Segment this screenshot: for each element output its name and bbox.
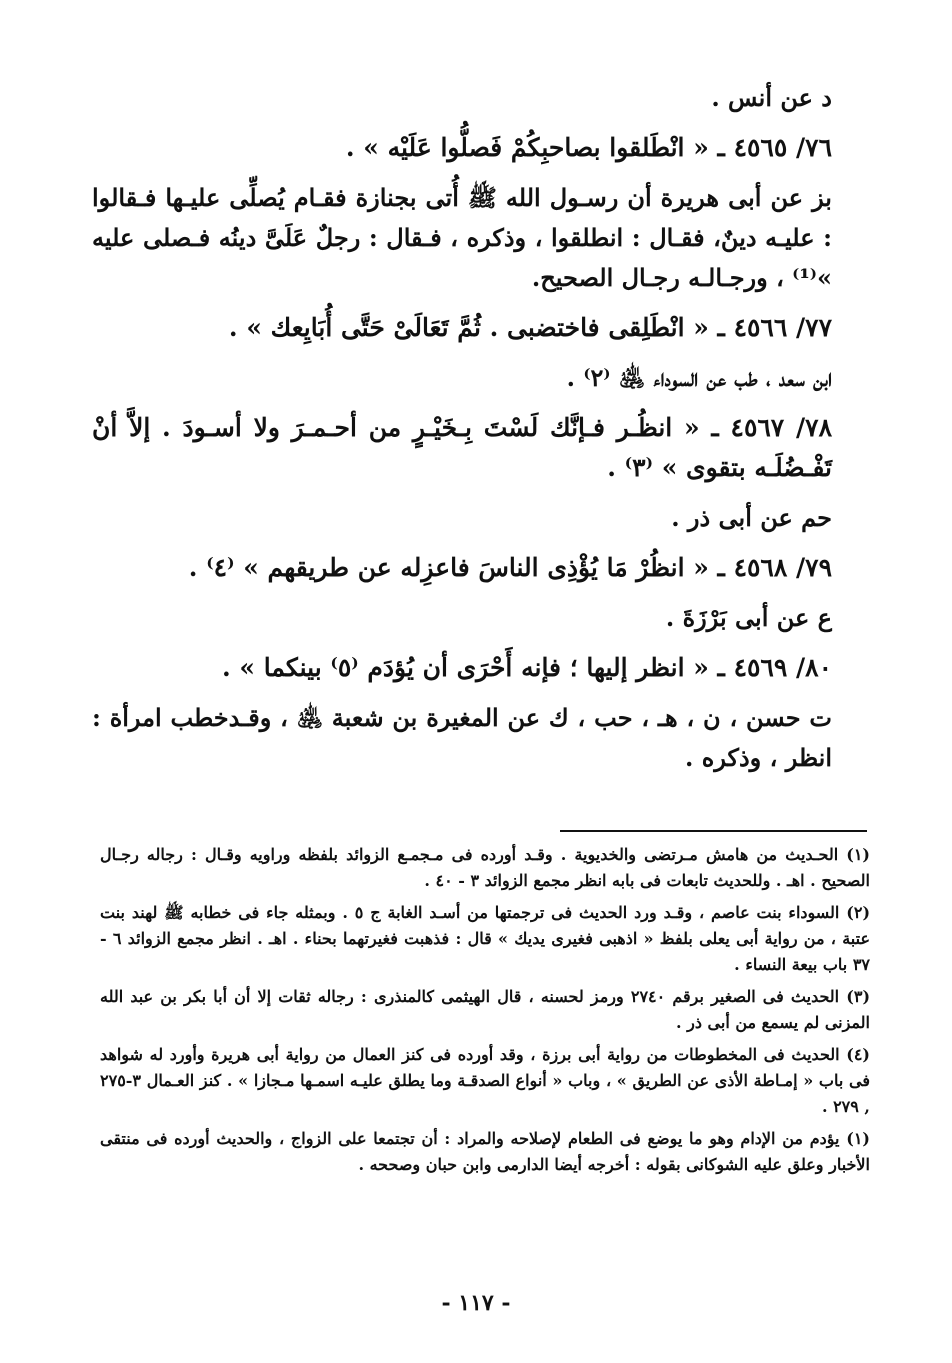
footnote: (٣) الحديث فى الصغير برقم ٢٧٤٠ ورمز لحسنه ، قال الهيثمى كالمنذرى : رجاله ثقات إلا أن أبا بكر بن عبد الله المزنى لم يسمع من أبى ذر . xyxy=(100,987,871,1032)
hadith-line: ٧٦/ ٤٥٦٥ ـ « انْطَلقوا بصاحبِكُمْ فَصلُّوا عَلَيْه » . xyxy=(345,133,832,162)
main-text xyxy=(92,78,832,788)
hadith-line: ٧٩/ ٤٥٦٨ ـ « انظُرْ مَا يُؤْذِى الناسَ فاعزِله عن طريقهم » ⁽٤⁾ . xyxy=(188,553,832,582)
source-line: ت حسن ، ن ، هـ ، حب ، ك عن المغيرة بن شعبة ﵁ ، وقـدخطب امرأة : انظر ، وذكره . xyxy=(92,703,832,772)
hadith-line: ٨٠/ ٤٥٦٩ ـ « انظر إليها ؛ فإنه أَحْرَى أن يُؤدَم ⁽٥⁾ بينكما » . xyxy=(222,653,832,682)
source-line: حم عن أبى ذر . xyxy=(671,503,832,532)
footnote: (٢) السوداء بنت عاصم ، وقـد ورد الحديث فى ترجمتها من أسـد الغابة ج ٥ . وبمثله جاء فى خطابه ﷺ لهند بنت عتبة ، من رواية أبى يعلى بلفظ « اذهبى فغيرى يديك » قال : فذهبت فغيرتهما بحناء . اهـ . انظر مجمع الزوائد ٦ - ٣٧ باب بيعة النساء . xyxy=(100,903,871,974)
page-number: - ١١٧ - xyxy=(441,1290,511,1316)
hadith-line: ٧٧/ ٤٥٦٦ ـ « انْطَلِقى فاختضبى . ثُمَّ تَعَالَىْ حَتَّى أُبَايِعك » . xyxy=(228,313,832,342)
source-line: ابن سعد ، طب عن السوداء ﵁ ⁽٢⁾ . xyxy=(566,363,832,392)
hadith-line: ٧٨/ ٤٥٦٧ ـ « انظُـر فـإنَّك لَسْتَ بِـخَيْـرٍ من أحـمـرَ ولا أسـودَ . إلاَّ أنْ تَفْـضُلَـه بتقوى » ⁽٣⁾ . xyxy=(92,413,832,482)
source-line: ع عن أبى بَرْزَةَ . xyxy=(665,603,832,632)
source-line: بز عن أبى هريرة أن رسـول الله ﷺ أُتى بجنازة فقـام يُصلِّى عليـها فـقالوا : عليـه دينٌ، فقـال : انطلقوا ، وذكره ، فـقال : رجلٌ عَلَىَّ دينُه فـصلى عليه »⁽¹⁾ ، ورجـالـه رجـال الصحيح. xyxy=(92,183,832,292)
footnote: (١) يؤدم من الإدام وهو ما يوضع فى الطعام لإصلاحه والمراد : أن تجتمعا على الزواج ، والحديث أورده فى منتقى الأخبار وعلق عليه الشوكانى بقوله : أخرجه أيضا الدارمى وابن حبان وصححه . xyxy=(100,1129,870,1174)
footnote: (١) الحـديث من هامش مـرتضى والخديوية . وقـد أورده فى مـجمـع الزوائد بلفظه وراويه وقـال : رجاله رجـال الصحيح . اهـ . وللحديث تابعات فى بابه انظر مجمع الزوائد ٣ - ٤٠ . xyxy=(100,845,870,890)
footnote-divider xyxy=(560,830,867,832)
source-line: د عن أنس . xyxy=(711,83,832,112)
footnote: (٤) الحديث فى المخطوطات من رواية أبى برزة ، وقد أورده فى كنز العمال من رواية أبى هريرة وأورد له شواهد فى باب « إمـاطة الأذى عن الطريق » ، وباب « أنواع الصدقـة وما يطلق عليـه اسمـها مـجازا » . كنز العـمال ٣-٢٧٥ , ٢٧٩ . xyxy=(100,1045,870,1116)
footnotes xyxy=(100,842,870,1184)
